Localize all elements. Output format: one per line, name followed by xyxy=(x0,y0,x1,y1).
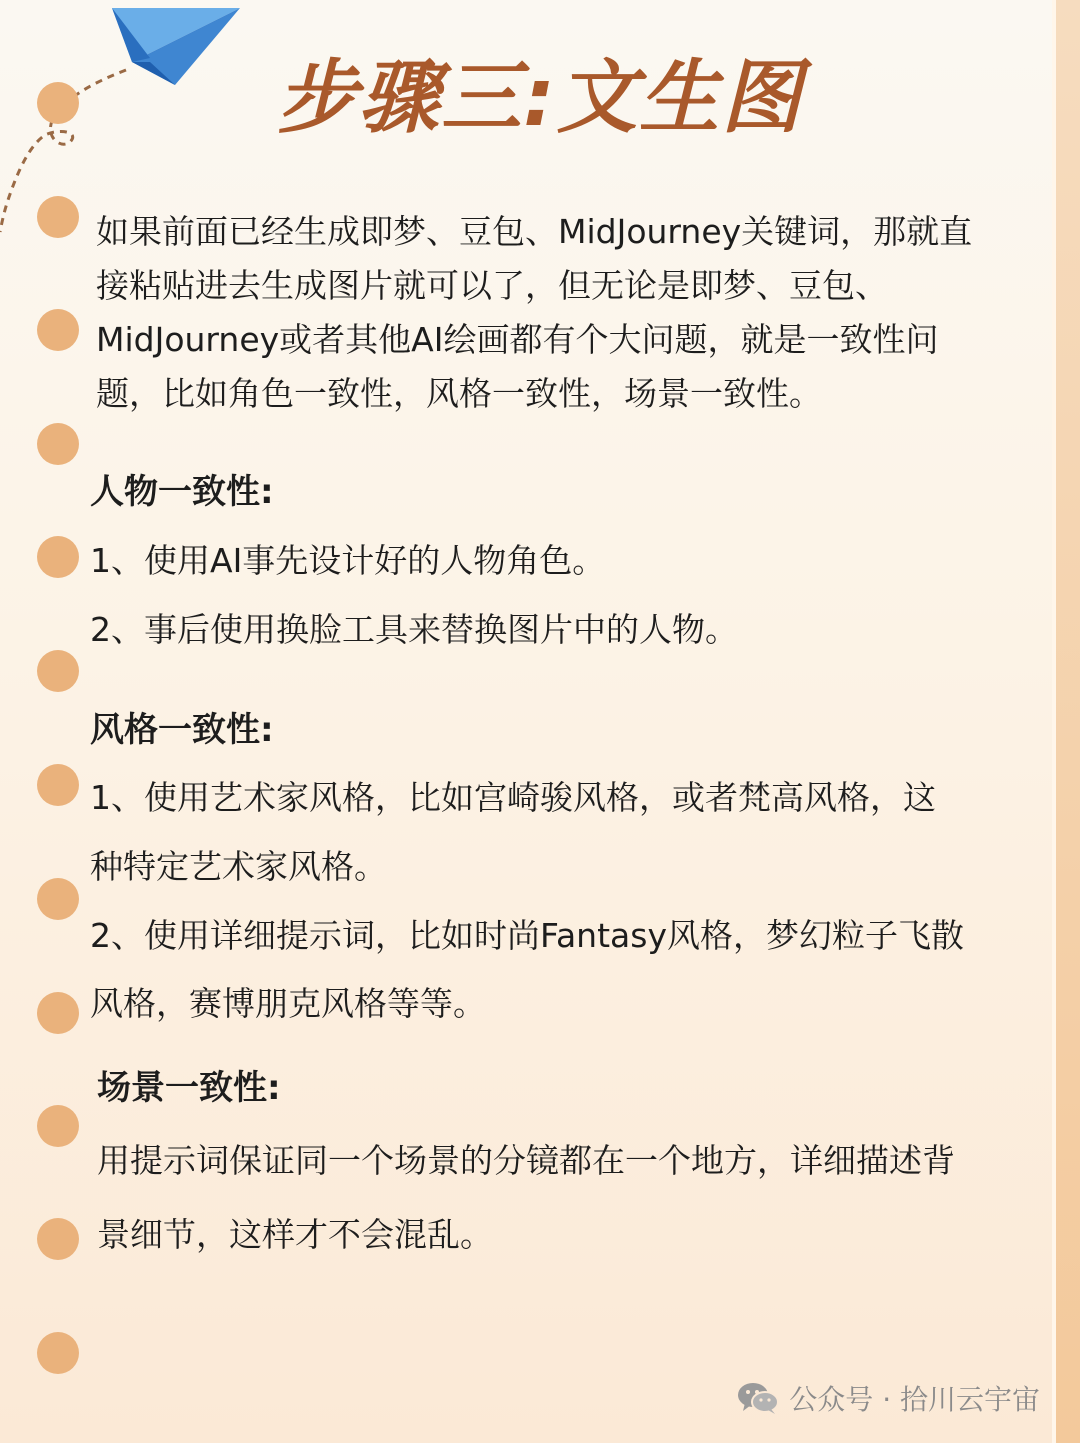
decorative-dot xyxy=(37,992,79,1034)
scene-line: 用提示词保证同一个场景的分镜都在一个地方，详细描述背 xyxy=(97,1141,955,1180)
decorative-dot xyxy=(37,1332,79,1374)
decorative-dot xyxy=(37,536,79,578)
intro-paragraph xyxy=(96,205,1058,421)
decorative-dot xyxy=(37,1105,79,1147)
decorative-dot xyxy=(37,650,79,692)
style-line: 2、使用详细提示词，比如时尚Fantasy风格，梦幻粒子飞散 xyxy=(90,916,964,955)
intro-line: 接粘贴进去生成图片就可以了，但无论是即梦、豆包、 xyxy=(96,266,888,305)
decorative-dot xyxy=(37,196,79,238)
footer-label: 公众号 · 拾川云宇宙 xyxy=(789,1383,1040,1416)
decorative-dot xyxy=(37,878,79,920)
character-item: 1、使用AI事先设计好的人物角色。 xyxy=(90,541,606,580)
style-line: 种特定艺术家风格。 xyxy=(90,847,387,886)
decorative-dot xyxy=(37,309,79,351)
intro-line: 如果前面已经生成即梦、豆包、MidJourney关键词，那就直 xyxy=(96,212,973,251)
decorative-dot xyxy=(37,1218,79,1260)
scene-consistency-heading: 场景一致性: xyxy=(97,1068,281,1108)
style-line: 1、使用艺术家风格，比如宫崎骏风格，或者梵高风格，这 xyxy=(90,778,936,817)
decorative-dot xyxy=(37,423,79,465)
scene-line: 景细节，这样才不会混乱。 xyxy=(97,1215,493,1254)
wechat-icon xyxy=(737,1381,779,1415)
character-item: 2、事后使用换脸工具来替换图片中的人物。 xyxy=(90,610,738,649)
character-consistency-heading: 人物一致性: xyxy=(90,472,274,512)
right-decorative-stripe xyxy=(1056,0,1080,1443)
style-consistency-heading: 风格一致性: xyxy=(90,710,274,750)
decorative-dot xyxy=(37,764,79,806)
footer-watermark xyxy=(737,1376,1040,1420)
page-title: 步骤三:文生图 xyxy=(277,51,803,144)
intro-line: MidJourney或者其他AI绘画都有个大问题，就是一致性问 xyxy=(96,320,939,359)
style-line: 风格，赛博朋克风格等等。 xyxy=(90,984,486,1023)
intro-line: 题，比如角色一致性，风格一致性，场景一致性。 xyxy=(96,374,822,413)
